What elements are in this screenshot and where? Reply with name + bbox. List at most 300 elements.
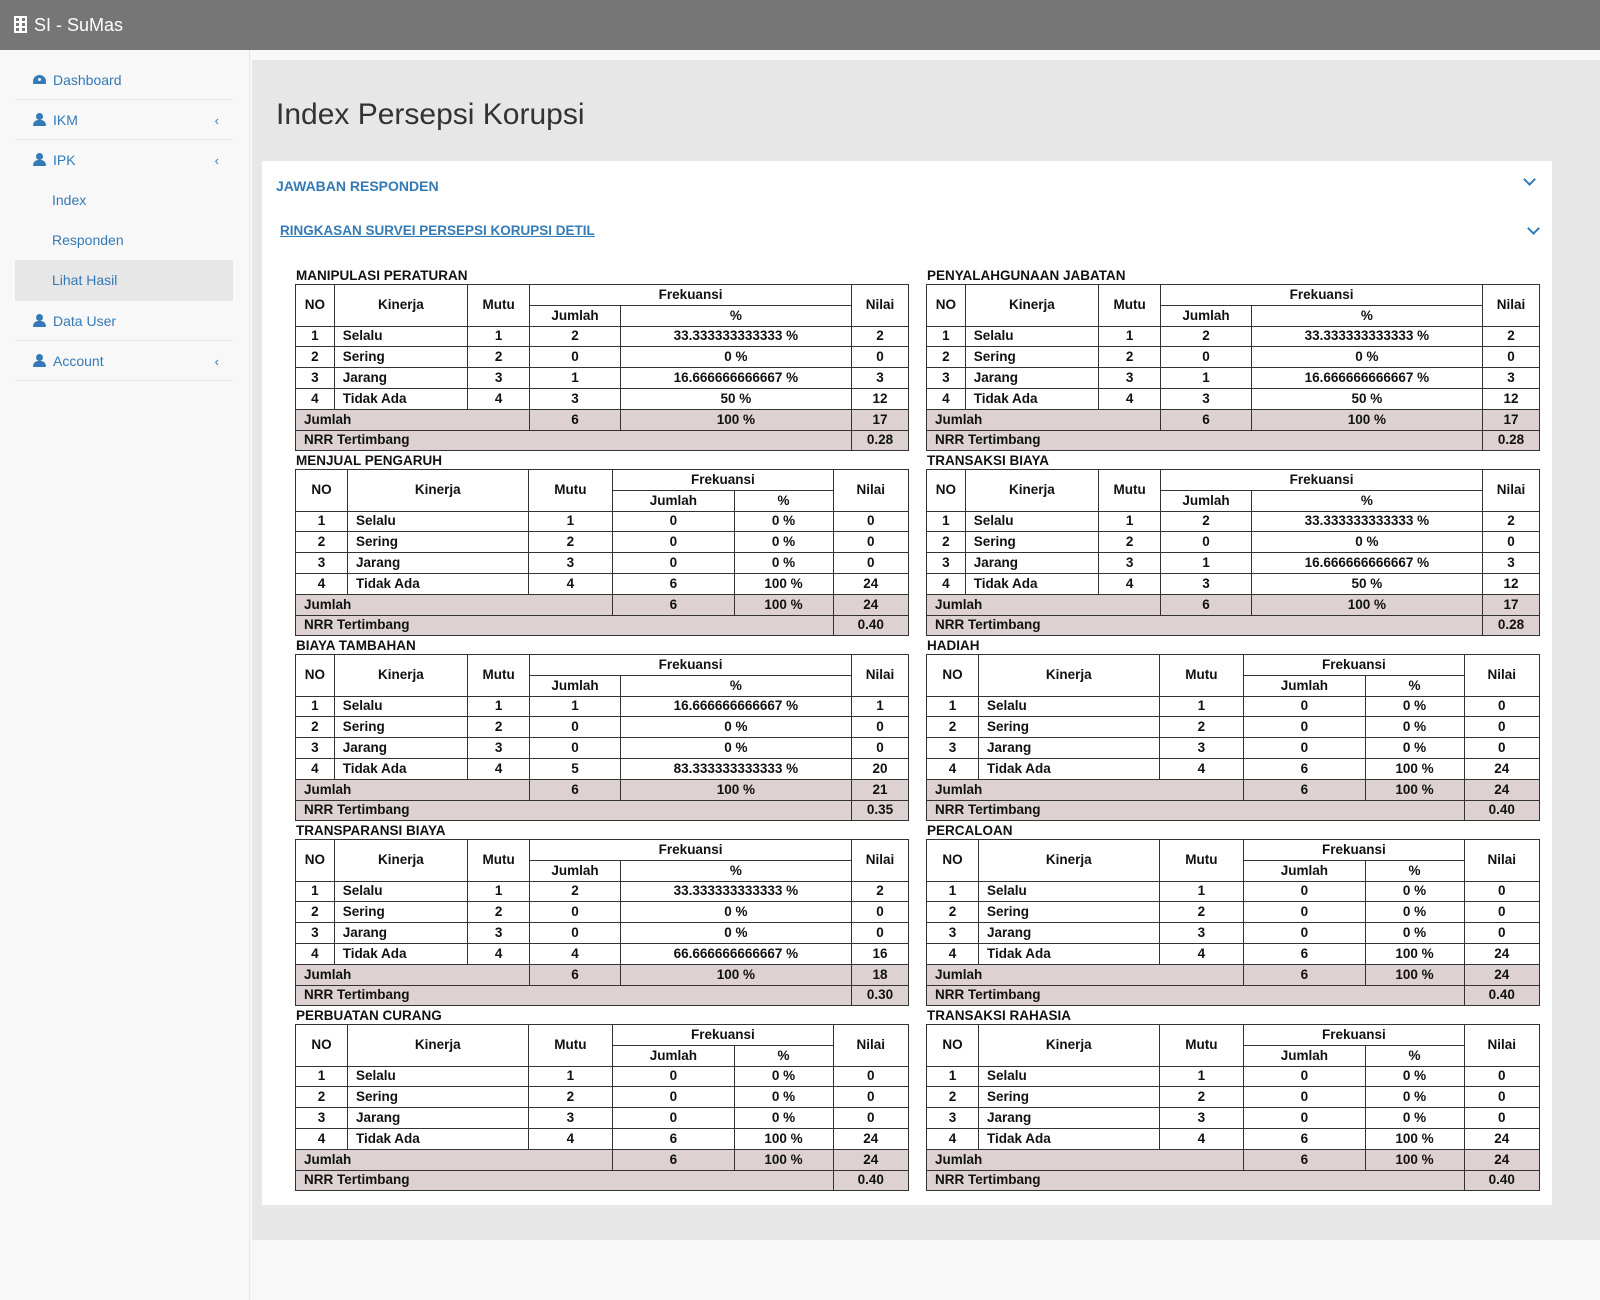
table-row [296,923,909,944]
table-row [296,532,909,553]
nrr-label: NRR Tertimbang [296,985,852,1006]
nrr-label: NRR Tertimbang [927,1170,1465,1191]
row-jumlah: 2 [1161,511,1252,532]
total-jumlah: 6 [1244,1149,1365,1170]
total-jumlah: 6 [613,1149,734,1170]
col-no-header: NO [927,470,966,512]
row-persen: 16.666666666667 % [620,696,851,717]
row-jumlah: 2 [1161,326,1252,347]
row-mutu: 2 [1159,717,1244,738]
app-title: SI - SuMas [34,14,124,35]
nrr-value: 0.40 [833,1170,909,1191]
row-jumlah: 0 [1244,881,1365,902]
table-row [927,573,1540,594]
total-row [927,964,1540,985]
row-nilai: 0 [851,347,908,368]
sidebar-subitem-responden[interactable]: Responden [52,232,124,248]
survey-section-transaksi-biaya [926,452,1540,636]
col-mutu-header: Mutu [528,470,613,512]
col-frekuansi-header: Frekuansi [530,655,852,676]
results-panel [262,161,1552,1205]
row-mutu: 1 [528,1066,613,1087]
row-jumlah: 1 [1161,368,1252,389]
survey-table [295,469,909,636]
total-row [927,1149,1540,1170]
chevron-left-icon: ‹ [214,354,219,369]
row-nilai: 0 [851,738,908,759]
nrr-label: NRR Tertimbang [296,615,834,636]
table-row [927,717,1540,738]
row-no: 1 [927,696,979,717]
row-mutu: 1 [1159,881,1244,902]
row-jumlah: 0 [613,1108,734,1129]
col-jumlah-header: Jumlah [1161,305,1252,326]
survey-table [295,654,909,821]
row-jumlah: 0 [530,923,621,944]
col-jumlah-header: Jumlah [530,860,621,881]
row-kinerja: Selalu [348,1066,529,1087]
table-row [296,881,909,902]
col-jumlah-header: Jumlah [530,305,621,326]
row-nilai: 0 [1464,696,1540,717]
row-mutu: 2 [528,532,613,553]
table-row [927,738,1540,759]
total-label: Jumlah [296,964,530,985]
row-jumlah: 6 [613,573,734,594]
row-mutu: 1 [468,881,530,902]
top-navbar [0,0,1600,50]
col-persen-header: % [1365,1045,1464,1066]
nrr-row [927,430,1540,451]
ipk-submenu [15,180,233,301]
row-mutu: 3 [1159,923,1244,944]
row-kinerja: Selalu [979,1066,1160,1087]
panel-heading-label: JAWABAN RESPONDEN [276,178,439,194]
row-mutu: 3 [1159,1108,1244,1129]
row-kinerja: Sering [334,717,467,738]
row-jumlah: 3 [1161,573,1252,594]
row-persen: 33.333333333333 % [1251,511,1482,532]
sidebar-item-label: Data User [53,312,117,329]
row-persen: 16.666666666667 % [620,368,851,389]
row-persen: 100 % [1365,943,1464,964]
nrr-row [927,985,1540,1006]
col-frekuansi-header: Frekuansi [613,1025,833,1046]
sidebar-item-dashboard[interactable] [15,60,233,100]
col-kinerja-header: Kinerja [965,285,1098,327]
col-frekuansi-header: Frekuansi [1161,470,1483,491]
row-nilai: 24 [1464,758,1540,779]
brand-link[interactable] [14,15,123,36]
row-jumlah: 6 [1244,758,1365,779]
section-title: HADIAH [927,638,980,653]
row-kinerja: Tidak Ada [334,943,467,964]
total-persen: 100 % [1251,409,1482,430]
nrr-label: NRR Tertimbang [296,1170,834,1191]
row-kinerja: Sering [979,1087,1160,1108]
table-row [927,1087,1540,1108]
table-row [927,532,1540,553]
row-persen: 0 % [1365,1108,1464,1129]
row-kinerja: Jarang [979,1108,1160,1129]
col-mutu-header: Mutu [1159,1025,1244,1067]
total-nilai: 24 [1464,964,1540,985]
row-nilai: 0 [1464,1108,1540,1129]
row-jumlah: 6 [613,1128,734,1149]
row-no: 1 [927,326,966,347]
row-persen: 0 % [1365,1087,1464,1108]
row-nilai: 2 [1482,326,1539,347]
row-no: 1 [927,881,979,902]
col-kinerja-header: Kinerja [348,1025,529,1067]
col-jumlah-header: Jumlah [1244,675,1365,696]
section-title: PERBUATAN CURANG [296,1008,442,1023]
total-nilai: 18 [851,964,908,985]
row-no: 4 [296,388,335,409]
row-mutu: 4 [528,573,613,594]
row-persen: 33.333333333333 % [1251,326,1482,347]
nrr-row [927,615,1540,636]
row-jumlah: 4 [530,943,621,964]
row-no: 3 [927,738,979,759]
row-nilai: 24 [1464,943,1540,964]
row-nilai: 0 [1464,902,1540,923]
row-kinerja: Jarang [348,1108,529,1129]
chevron-down-icon[interactable] [1527,222,1540,235]
row-persen: 100 % [734,1128,833,1149]
row-nilai: 0 [833,1108,909,1129]
row-mutu: 4 [1159,1128,1244,1149]
row-no: 1 [296,881,335,902]
table-row [296,368,909,389]
row-no: 2 [296,347,335,368]
total-label: Jumlah [927,409,1161,430]
row-persen: 66.666666666667 % [620,943,851,964]
row-mutu: 2 [468,717,530,738]
table-row [296,347,909,368]
sidebar-item-account[interactable] [15,341,233,381]
row-no: 3 [296,553,348,574]
col-nilai-header: Nilai [851,285,908,327]
row-no: 4 [296,758,335,779]
sidebar-subitem-index[interactable]: Index [52,192,87,208]
row-jumlah: 0 [613,1066,734,1087]
sidebar [0,50,250,1300]
table-row [927,1108,1540,1129]
table-row [927,553,1540,574]
total-label: Jumlah [296,779,530,800]
section-title: PENYALAHGUNAAN JABATAN [927,268,1126,283]
sidebar-item-data-user[interactable] [15,301,233,341]
row-kinerja: Selalu [334,881,467,902]
row-kinerja: Jarang [348,553,529,574]
row-no: 4 [927,758,979,779]
survey-table [926,654,1540,821]
row-jumlah: 0 [530,347,621,368]
row-kinerja: Jarang [979,923,1160,944]
summary-heading-link[interactable]: RINGKASAN SURVEI PERSEPSI KORUPSI DETIL [280,223,595,238]
section-title: MENJUAL PENGARUH [296,453,443,468]
col-mutu-header: Mutu [1159,655,1244,697]
row-no: 4 [927,943,979,964]
row-no: 2 [296,532,348,553]
row-jumlah: 0 [530,902,621,923]
row-jumlah: 0 [613,1087,734,1108]
total-label: Jumlah [927,779,1244,800]
row-kinerja: Tidak Ada [965,388,1098,409]
sidebar-item-ikm[interactable] [15,100,233,140]
row-persen: 0 % [734,1087,833,1108]
col-frekuansi-header: Frekuansi [1244,840,1464,861]
row-mutu: 1 [468,326,530,347]
row-mutu: 2 [468,347,530,368]
row-jumlah: 0 [1244,738,1365,759]
row-no: 2 [296,1087,348,1108]
row-persen: 0 % [1251,532,1482,553]
row-jumlah: 1 [530,696,621,717]
total-label: Jumlah [927,594,1161,615]
row-jumlah: 0 [1161,532,1252,553]
row-nilai: 12 [1482,573,1539,594]
col-frekuansi-header: Frekuansi [1161,285,1483,306]
row-no: 2 [296,902,335,923]
row-kinerja: Selalu [334,326,467,347]
nrr-value: 0.40 [1464,985,1540,1006]
row-kinerja: Selalu [979,881,1160,902]
col-no-header: NO [296,470,348,512]
row-no: 2 [927,1087,979,1108]
survey-table [295,284,909,451]
row-jumlah: 0 [1244,696,1365,717]
col-frekuansi-header: Frekuansi [530,840,852,861]
survey-table [295,1024,909,1191]
row-jumlah: 0 [530,738,621,759]
row-jumlah: 0 [613,511,734,532]
table-row [927,1066,1540,1087]
user-icon [33,153,47,167]
col-mutu-header: Mutu [1159,840,1244,882]
dashboard-icon [33,73,47,87]
table-row [927,326,1540,347]
nrr-value: 0.28 [1482,615,1539,636]
row-mutu: 1 [1099,511,1161,532]
row-nilai: 1 [851,696,908,717]
row-no: 3 [296,1108,348,1129]
total-nilai: 24 [1464,779,1540,800]
row-nilai: 0 [833,532,909,553]
row-mutu: 4 [468,758,530,779]
col-no-header: NO [927,655,979,697]
row-mutu: 1 [1159,1066,1244,1087]
row-persen: 0 % [1365,1066,1464,1087]
row-nilai: 0 [833,1087,909,1108]
row-persen: 83.333333333333 % [620,758,851,779]
table-row [296,1066,909,1087]
table-row [296,943,909,964]
col-no-header: NO [927,1025,979,1067]
table-row [296,758,909,779]
nrr-value: 0.40 [1464,1170,1540,1191]
nrr-row [296,985,909,1006]
survey-section-perbuatan-curang [295,1007,909,1191]
row-nilai: 3 [1482,553,1539,574]
row-no: 2 [296,717,335,738]
row-mutu: 1 [468,696,530,717]
total-nilai: 24 [833,1149,909,1170]
total-nilai: 17 [1482,409,1539,430]
panel-heading-jawaban-responden[interactable] [262,161,1552,211]
table-row [296,1108,909,1129]
sidebar-item-ipk[interactable] [15,140,233,180]
row-nilai: 2 [851,881,908,902]
row-jumlah: 1 [530,368,621,389]
row-persen: 0 % [1365,902,1464,923]
chevron-down-icon[interactable] [1523,173,1536,186]
row-kinerja: Selalu [979,696,1160,717]
nrr-value: 0.40 [1464,800,1540,821]
row-jumlah: 2 [530,326,621,347]
section-title: BIAYA TAMBAHAN [296,638,416,653]
col-mutu-header: Mutu [468,285,530,327]
row-kinerja: Jarang [334,923,467,944]
total-jumlah: 6 [530,779,621,800]
nrr-label: NRR Tertimbang [927,985,1465,1006]
row-no: 3 [296,923,335,944]
row-kinerja: Jarang [965,553,1098,574]
total-row [927,594,1540,615]
row-persen: 0 % [620,923,851,944]
row-no: 2 [927,347,966,368]
col-kinerja-header: Kinerja [334,285,467,327]
table-row [296,902,909,923]
row-no: 1 [296,326,335,347]
table-row [296,717,909,738]
col-persen-header: % [620,305,851,326]
total-persen: 100 % [734,1149,833,1170]
survey-section-hadiah [926,637,1540,821]
total-nilai: 17 [851,409,908,430]
col-kinerja-header: Kinerja [979,655,1160,697]
row-jumlah: 6 [1244,1128,1365,1149]
table-row [296,573,909,594]
survey-table [926,469,1540,636]
row-nilai: 0 [1464,717,1540,738]
survey-section-transaksi-rahasia [926,1007,1540,1191]
row-no: 1 [296,511,348,532]
row-persen: 50 % [1251,573,1482,594]
page-title: Index Persepsi Korupsi [276,98,585,131]
building-icon [14,16,27,33]
row-no: 2 [927,532,966,553]
total-jumlah: 6 [530,409,621,430]
row-nilai: 0 [1464,1087,1540,1108]
col-nilai-header: Nilai [1482,470,1539,512]
row-persen: 0 % [620,738,851,759]
row-nilai: 0 [851,717,908,738]
nrr-row [927,800,1540,821]
col-mutu-header: Mutu [468,655,530,697]
row-nilai: 20 [851,758,908,779]
row-nilai: 0 [1464,923,1540,944]
row-kinerja: Sering [348,532,529,553]
total-persen: 100 % [620,779,851,800]
row-mutu: 2 [468,902,530,923]
col-kinerja-header: Kinerja [965,470,1098,512]
chevron-left-icon: ‹ [214,153,219,168]
row-no: 3 [296,368,335,389]
table-row [927,943,1540,964]
row-persen: 16.666666666667 % [1251,368,1482,389]
sidebar-item-label: IPK [53,152,76,168]
row-persen: 16.666666666667 % [1251,553,1482,574]
total-row [296,1149,909,1170]
col-kinerja-header: Kinerja [334,840,467,882]
col-nilai-header: Nilai [1464,1025,1540,1067]
sidebar-item-label: IKM [53,111,78,128]
row-no: 3 [927,1108,979,1129]
row-mutu: 2 [528,1087,613,1108]
row-mutu: 4 [1159,943,1244,964]
total-label: Jumlah [296,1149,613,1170]
nrr-row [296,430,909,451]
total-row [296,964,909,985]
row-kinerja: Selalu [348,511,529,532]
table-row [927,902,1540,923]
col-kinerja-header: Kinerja [979,840,1160,882]
row-mutu: 2 [1099,347,1161,368]
row-kinerja: Tidak Ada [979,943,1160,964]
row-no: 2 [927,902,979,923]
total-row [927,779,1540,800]
survey-section-transparansi-biaya [295,822,909,1006]
row-nilai: 24 [833,1128,909,1149]
section-title: MANIPULASI PERATURAN [296,268,468,283]
row-nilai: 0 [1482,347,1539,368]
total-row [927,409,1540,430]
col-nilai-header: Nilai [833,470,909,512]
row-persen: 0 % [1365,923,1464,944]
col-persen-header: % [734,1045,833,1066]
sidebar-subitem-lihat-hasil[interactable]: Lihat Hasil [15,260,233,300]
row-persen: 0 % [1365,881,1464,902]
table-row [296,696,909,717]
col-nilai-header: Nilai [833,1025,909,1067]
row-kinerja: Jarang [979,738,1160,759]
row-nilai: 0 [851,923,908,944]
nrr-label: NRR Tertimbang [296,430,852,451]
row-jumlah: 3 [1161,388,1252,409]
row-persen: 0 % [734,511,833,532]
row-kinerja: Jarang [965,368,1098,389]
row-jumlah: 0 [1244,902,1365,923]
row-persen: 33.333333333333 % [620,881,851,902]
row-kinerja: Tidak Ada [979,758,1160,779]
col-persen-header: % [620,860,851,881]
row-mutu: 3 [528,1108,613,1129]
row-mutu: 3 [1099,553,1161,574]
col-frekuansi-header: Frekuansi [530,285,852,306]
col-mutu-header: Mutu [1099,470,1161,512]
survey-section-manipulasi-peraturan [295,267,909,451]
row-kinerja: Tidak Ada [965,573,1098,594]
row-mutu: 4 [1099,388,1161,409]
row-no: 4 [296,1128,348,1149]
row-nilai: 3 [1482,368,1539,389]
row-mutu: 3 [1159,738,1244,759]
total-persen: 100 % [1365,964,1464,985]
row-nilai: 0 [1464,881,1540,902]
col-frekuansi-header: Frekuansi [1244,655,1464,676]
